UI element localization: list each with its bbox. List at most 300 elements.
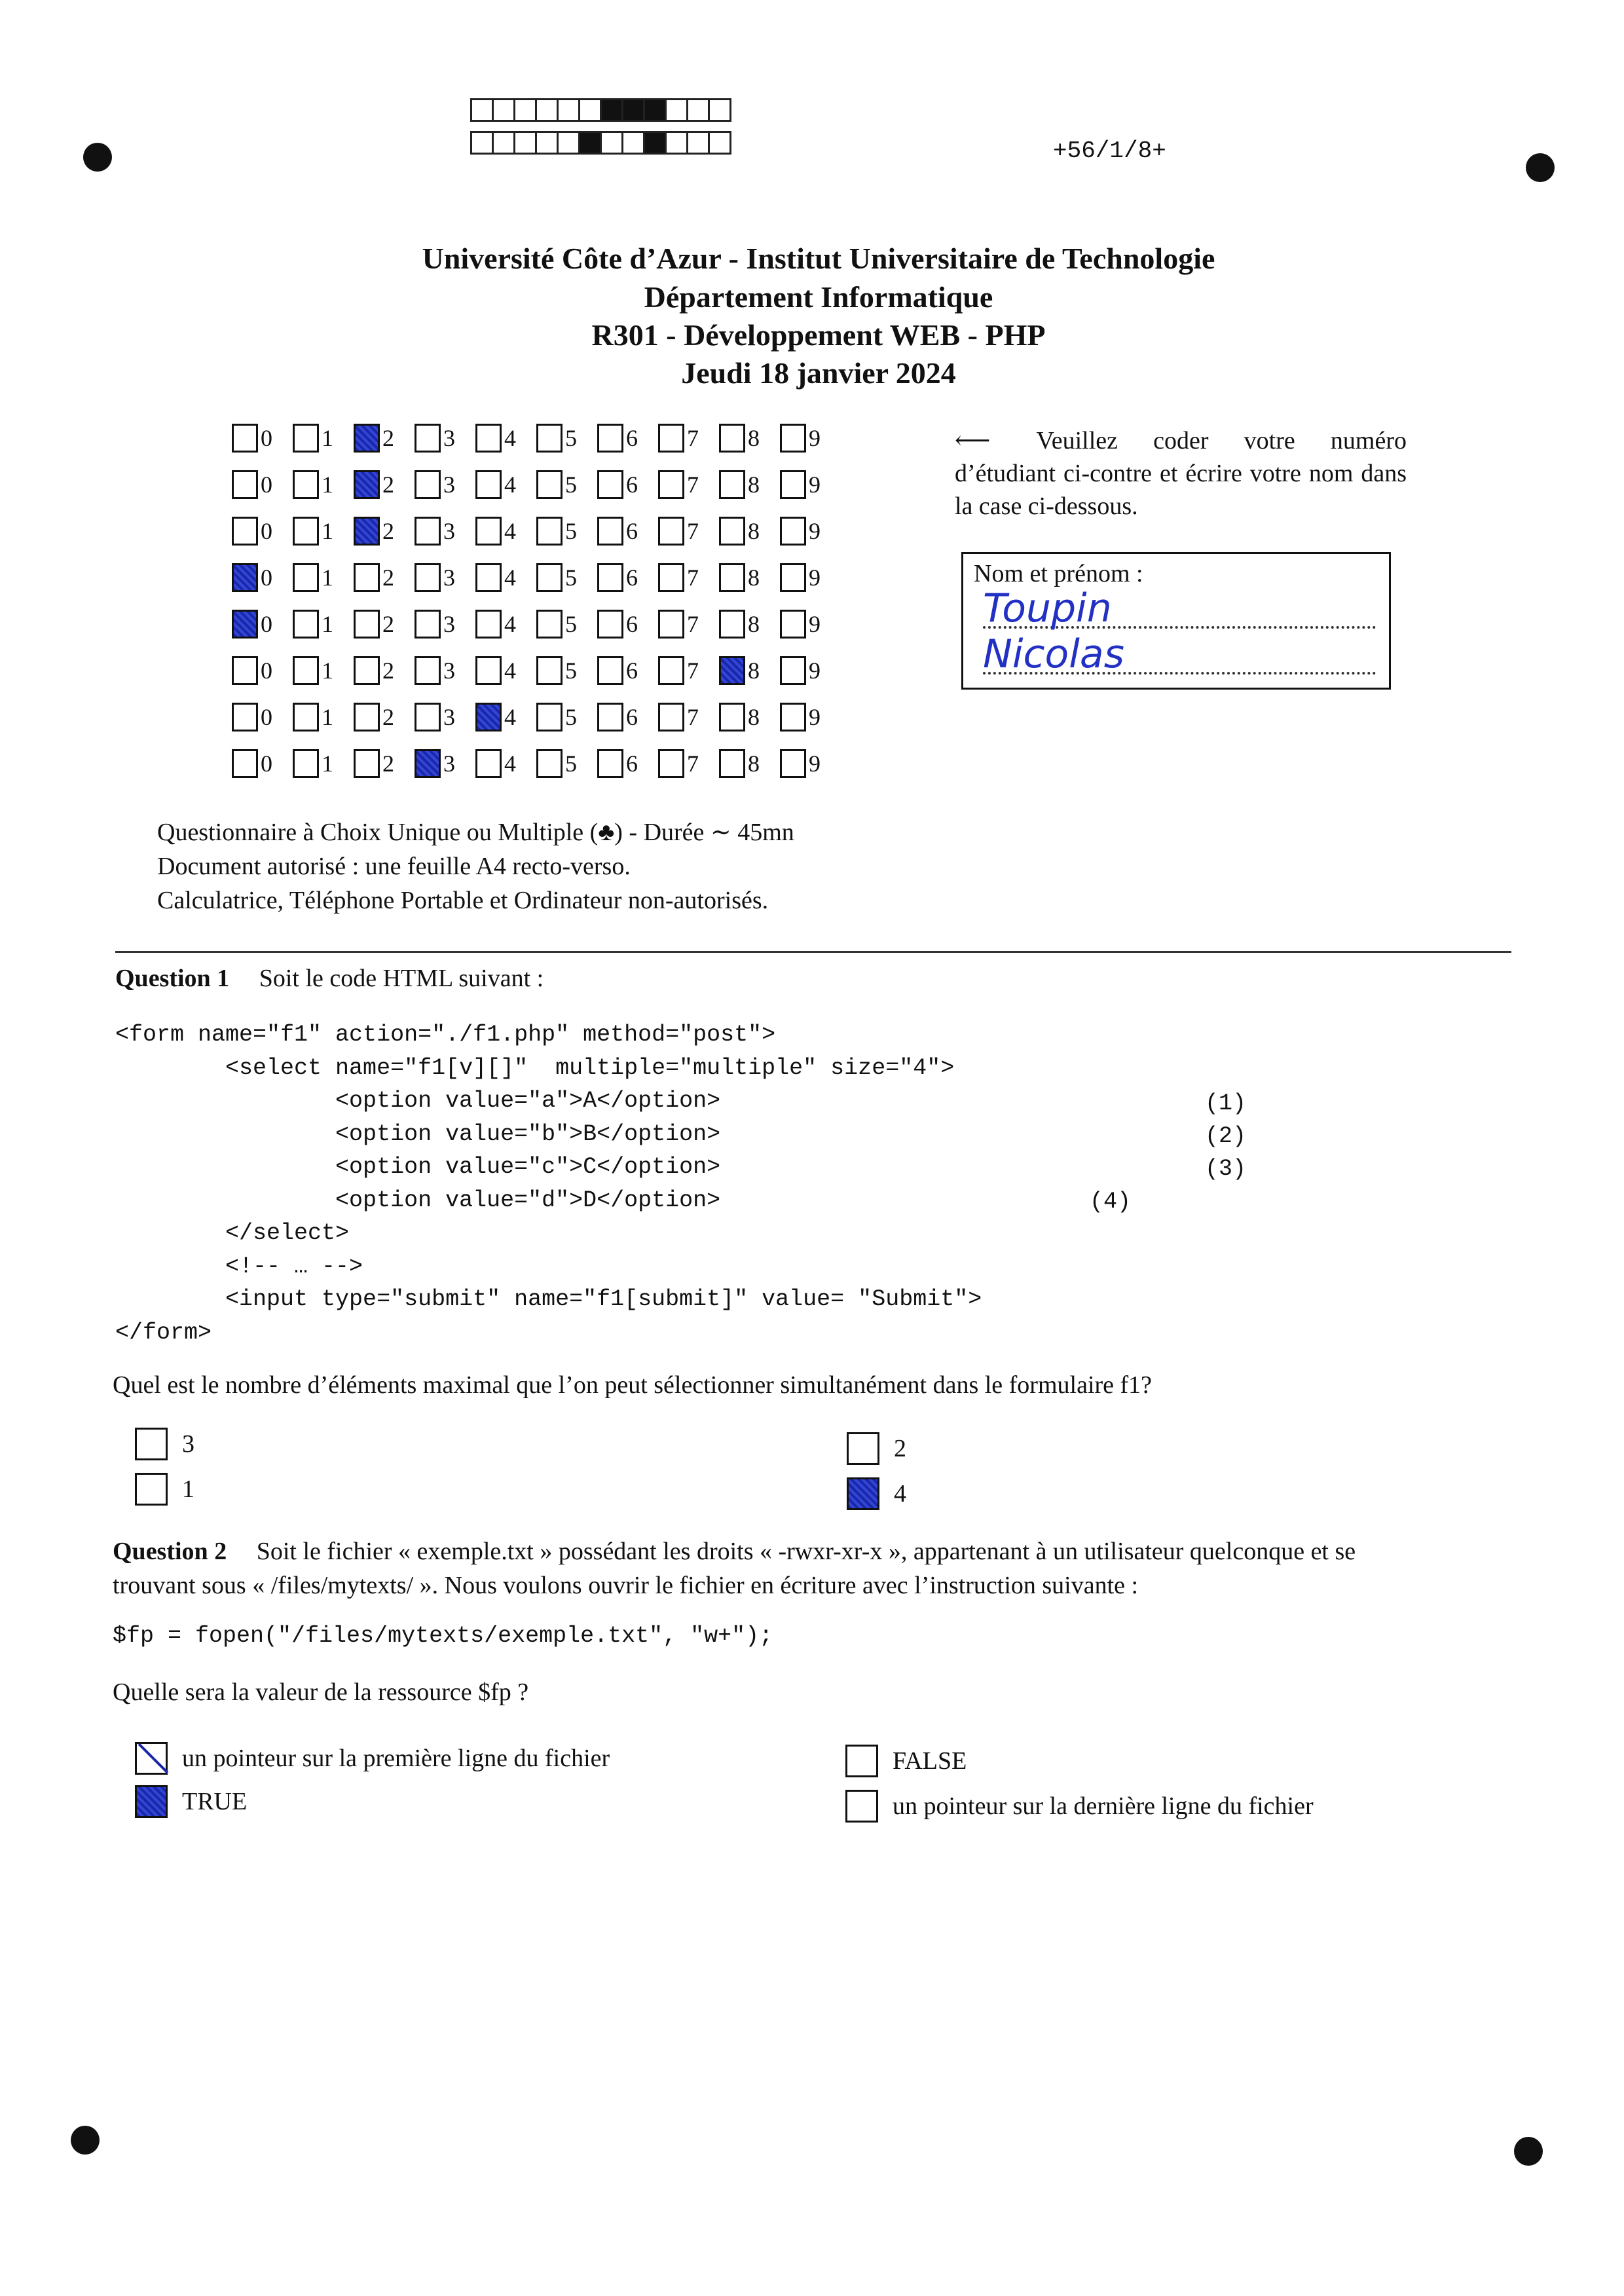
student-id-digit: 4 xyxy=(504,657,516,684)
registration-mark-top-left xyxy=(83,143,112,172)
student-id-checkbox[interactable] xyxy=(232,517,258,546)
barcode-cell xyxy=(621,131,645,155)
student-id-option[interactable] xyxy=(536,563,597,592)
student-id-digit: 6 xyxy=(626,611,638,637)
q1-answer-3[interactable] xyxy=(135,1428,194,1460)
student-id-checkbox[interactable] xyxy=(415,703,441,731)
question2-intro-line1 xyxy=(113,1534,1356,1568)
student-id-digit: 4 xyxy=(504,611,516,637)
student-id-checkbox[interactable] xyxy=(354,749,380,778)
q2-answer-first-line[interactable] xyxy=(135,1742,610,1775)
student-id-checkbox[interactable] xyxy=(232,610,258,639)
student-id-checkbox[interactable] xyxy=(232,470,258,499)
student-id-checkbox[interactable] xyxy=(658,610,684,639)
q2-checkbox-first-line[interactable] xyxy=(135,1742,168,1775)
student-id-digit: 9 xyxy=(809,472,821,498)
student-id-checkbox[interactable] xyxy=(415,424,441,453)
student-id-digit: 9 xyxy=(809,518,821,544)
student-id-option[interactable] xyxy=(475,470,536,499)
student-id-option[interactable] xyxy=(232,563,293,592)
student-id-option[interactable] xyxy=(475,656,536,685)
student-id-digit: 5 xyxy=(565,518,577,544)
student-id-option[interactable] xyxy=(475,424,536,453)
student-id-checkbox[interactable] xyxy=(293,610,319,639)
student-id-row xyxy=(232,698,841,736)
student-id-checkbox[interactable] xyxy=(293,703,319,731)
student-id-option[interactable] xyxy=(232,703,293,731)
student-id-option[interactable] xyxy=(597,563,658,592)
student-id-option[interactable] xyxy=(293,517,354,546)
question2-prompt: Quelle sera la valeur de la ressource $fp ? xyxy=(113,1678,529,1706)
student-id-digit: 7 xyxy=(687,750,699,777)
student-id-option[interactable] xyxy=(354,563,415,592)
student-id-checkbox[interactable] xyxy=(658,424,684,453)
student-id-option[interactable] xyxy=(232,656,293,685)
student-id-checkbox[interactable] xyxy=(780,703,806,731)
q1-checkbox-3[interactable] xyxy=(135,1428,168,1460)
student-id-option[interactable] xyxy=(415,749,475,778)
code-line: <option value="a">A</option> xyxy=(115,1088,721,1114)
student-id-digit: 6 xyxy=(626,425,638,451)
student-id-option[interactable] xyxy=(475,563,536,592)
student-id-digit: 7 xyxy=(687,518,699,544)
student-id-option[interactable] xyxy=(658,563,719,592)
code-line: </select> xyxy=(115,1220,350,1246)
student-id-row xyxy=(232,652,841,690)
student-id-digit: 2 xyxy=(382,518,394,544)
student-id-digit: 7 xyxy=(687,425,699,451)
student-id-checkbox[interactable] xyxy=(719,517,745,546)
student-id-digit: 6 xyxy=(626,472,638,498)
code-line: <option value="c">C</option> xyxy=(115,1154,721,1180)
student-id-option[interactable] xyxy=(293,656,354,685)
student-id-checkbox[interactable] xyxy=(475,563,502,592)
student-id-option[interactable] xyxy=(293,703,354,731)
student-id-option[interactable] xyxy=(232,610,293,639)
student-id-row xyxy=(232,605,841,643)
meta-documents: Document autorisé : une feuille A4 recto-verso. xyxy=(157,853,631,880)
student-id-digit: 0 xyxy=(261,518,272,544)
student-id-option[interactable] xyxy=(293,749,354,778)
student-id-checkbox[interactable] xyxy=(293,656,319,685)
student-id-checkbox[interactable] xyxy=(780,470,806,499)
q2-answer-label: FALSE xyxy=(893,1747,967,1775)
name-box-label: Nom et prénom : xyxy=(974,560,1143,587)
student-id-option[interactable] xyxy=(415,517,475,546)
q1-checkbox-2[interactable] xyxy=(847,1432,879,1465)
student-id-checkbox[interactable] xyxy=(597,563,623,592)
student-id-checkbox[interactable] xyxy=(354,656,380,685)
student-id-checkbox[interactable] xyxy=(475,703,502,731)
student-id-option[interactable] xyxy=(232,424,293,453)
page-code: +56/1/8+ xyxy=(1053,138,1166,164)
student-id-option[interactable] xyxy=(780,703,841,731)
student-id-option[interactable] xyxy=(536,424,597,453)
student-id-checkbox[interactable] xyxy=(536,749,563,778)
q2-checkbox-true[interactable] xyxy=(135,1785,168,1818)
student-id-option[interactable] xyxy=(597,703,658,731)
student-id-option[interactable] xyxy=(415,563,475,592)
student-id-option[interactable] xyxy=(293,424,354,453)
student-id-option[interactable] xyxy=(232,517,293,546)
student-id-digit: 3 xyxy=(443,518,455,544)
barcode-cell xyxy=(643,131,667,155)
student-id-option[interactable] xyxy=(658,703,719,731)
student-id-checkbox[interactable] xyxy=(780,563,806,592)
student-id-digit: 1 xyxy=(322,565,333,591)
student-id-digit: 8 xyxy=(748,657,760,684)
student-id-checkbox[interactable] xyxy=(597,610,623,639)
student-id-checkbox[interactable] xyxy=(536,563,563,592)
q1-answer-1[interactable] xyxy=(135,1473,194,1506)
student-id-option[interactable] xyxy=(719,563,780,592)
student-id-option[interactable] xyxy=(475,749,536,778)
q2-checkbox-last-line[interactable] xyxy=(845,1790,878,1823)
student-id-checkbox[interactable] xyxy=(658,563,684,592)
student-id-option[interactable] xyxy=(475,517,536,546)
barcode-cell xyxy=(470,98,494,122)
student-id-option[interactable] xyxy=(597,424,658,453)
q1-checkbox-4[interactable] xyxy=(847,1477,879,1510)
code-line: <input type="submit" name="f1[submit]" value= "Submit"> xyxy=(115,1286,982,1312)
student-id-checkbox[interactable] xyxy=(415,749,441,778)
student-id-option[interactable] xyxy=(719,703,780,731)
student-id-option[interactable] xyxy=(719,424,780,453)
code-marker-4: (4) xyxy=(1090,1189,1132,1215)
student-id-checkbox[interactable] xyxy=(658,749,684,778)
student-id-checkbox[interactable] xyxy=(415,470,441,499)
student-id-checkbox[interactable] xyxy=(354,563,380,592)
registration-mark-top-right xyxy=(1526,153,1555,182)
id-instructions xyxy=(955,424,1407,523)
code-line: <form name="f1" action="./f1.php" method="post"> xyxy=(115,1022,776,1048)
student-id-option[interactable] xyxy=(354,470,415,499)
student-id-row xyxy=(232,745,841,783)
question2-code: $fp = fopen("/files/mytexts/exemple.txt", "w+"); xyxy=(113,1623,773,1649)
barcode-cell xyxy=(557,98,580,122)
student-id-checkbox[interactable] xyxy=(597,470,623,499)
student-id-option[interactable] xyxy=(719,470,780,499)
student-id-option[interactable] xyxy=(536,703,597,731)
student-id-digit: 6 xyxy=(626,704,638,730)
student-id-digit: 0 xyxy=(261,611,272,637)
student-id-option[interactable] xyxy=(658,610,719,639)
student-id-digit: 6 xyxy=(626,565,638,591)
student-id-checkbox[interactable] xyxy=(719,703,745,731)
q2-answer-label: TRUE xyxy=(182,1788,248,1815)
student-id-digit: 5 xyxy=(565,472,577,498)
student-id-digit: 4 xyxy=(504,704,516,730)
student-id-digit: 3 xyxy=(443,750,455,777)
title-course: R301 - Développement WEB - PHP xyxy=(591,318,1046,352)
question2-intro-block xyxy=(113,1534,1356,1602)
student-id-option[interactable] xyxy=(719,749,780,778)
student-id-option[interactable] xyxy=(415,703,475,731)
student-id-checkbox[interactable] xyxy=(597,517,623,546)
student-id-checkbox[interactable] xyxy=(293,470,319,499)
student-id-checkbox[interactable] xyxy=(232,749,258,778)
student-id-digit: 5 xyxy=(565,425,577,451)
student-id-checkbox[interactable] xyxy=(780,749,806,778)
student-id-option[interactable] xyxy=(354,656,415,685)
separator-line xyxy=(115,951,1511,953)
q1-answer-label: 2 xyxy=(894,1435,906,1462)
title-department: Département Informatique xyxy=(644,280,993,314)
q1-checkbox-1[interactable] xyxy=(135,1473,168,1506)
student-id-option[interactable] xyxy=(354,517,415,546)
student-id-option[interactable] xyxy=(536,610,597,639)
student-id-checkbox[interactable] xyxy=(475,424,502,453)
student-id-checkbox[interactable] xyxy=(232,424,258,453)
student-id-option[interactable] xyxy=(354,703,415,731)
student-id-checkbox[interactable] xyxy=(780,656,806,685)
student-id-option[interactable] xyxy=(536,749,597,778)
student-id-checkbox[interactable] xyxy=(536,703,563,731)
student-id-digit: 3 xyxy=(443,611,455,637)
student-id-checkbox[interactable] xyxy=(475,656,502,685)
handwritten-first-name: Nicolas xyxy=(983,631,1124,677)
student-id-digit: 2 xyxy=(382,750,394,777)
q1-answer-label: 4 xyxy=(894,1480,906,1508)
student-id-option[interactable] xyxy=(658,517,719,546)
student-id-checkbox[interactable] xyxy=(658,517,684,546)
barcode-cell xyxy=(600,131,623,155)
student-id-option[interactable] xyxy=(415,424,475,453)
q2-answer-label: un pointeur sur la première ligne du fichier xyxy=(182,1745,610,1772)
barcode-cell xyxy=(535,131,559,155)
student-id-option[interactable] xyxy=(719,610,780,639)
student-id-checkbox[interactable] xyxy=(780,517,806,546)
student-id-checkbox[interactable] xyxy=(354,610,380,639)
student-id-digit: 3 xyxy=(443,565,455,591)
student-id-digit: 2 xyxy=(382,657,394,684)
student-id-digit: 1 xyxy=(322,518,333,544)
student-id-checkbox[interactable] xyxy=(293,749,319,778)
student-id-checkbox[interactable] xyxy=(415,563,441,592)
student-id-checkbox[interactable] xyxy=(597,703,623,731)
question1-code xyxy=(115,1018,982,1349)
student-id-option[interactable] xyxy=(232,749,293,778)
student-id-checkbox[interactable] xyxy=(719,563,745,592)
barcode-cell xyxy=(513,98,537,122)
student-id-digit: 4 xyxy=(504,425,516,451)
student-id-option[interactable] xyxy=(293,610,354,639)
student-id-checkbox[interactable] xyxy=(415,656,441,685)
student-id-digit: 7 xyxy=(687,657,699,684)
student-id-checkbox[interactable] xyxy=(536,517,563,546)
student-id-row xyxy=(232,466,841,504)
meta-devices: Calculatrice, Téléphone Portable et Ordinateur non-autorisés. xyxy=(157,887,769,914)
student-id-option[interactable] xyxy=(780,749,841,778)
student-id-option[interactable] xyxy=(536,470,597,499)
left-arrow-icon: ⟵ xyxy=(955,427,991,454)
student-id-grid[interactable] xyxy=(232,419,841,791)
student-id-option[interactable] xyxy=(475,703,536,731)
student-id-digit: 1 xyxy=(322,472,333,498)
student-id-digit: 3 xyxy=(443,425,455,451)
student-id-checkbox[interactable] xyxy=(658,470,684,499)
student-id-checkbox[interactable] xyxy=(597,656,623,685)
student-id-option[interactable] xyxy=(597,656,658,685)
student-id-option[interactable] xyxy=(415,470,475,499)
student-id-digit: 0 xyxy=(261,425,272,451)
student-id-option[interactable] xyxy=(293,470,354,499)
question1-label: Question 1 xyxy=(115,965,230,992)
student-id-digit: 1 xyxy=(322,611,333,637)
student-id-option[interactable] xyxy=(780,563,841,592)
student-id-digit: 7 xyxy=(687,704,699,730)
student-id-digit: 6 xyxy=(626,750,638,777)
student-id-checkbox[interactable] xyxy=(658,703,684,731)
student-id-checkbox[interactable] xyxy=(475,517,502,546)
student-id-checkbox[interactable] xyxy=(354,517,380,546)
barcode-cell xyxy=(686,131,710,155)
student-id-checkbox[interactable] xyxy=(232,563,258,592)
student-id-checkbox[interactable] xyxy=(719,424,745,453)
student-id-checkbox[interactable] xyxy=(719,656,745,685)
student-id-option[interactable] xyxy=(658,470,719,499)
student-id-checkbox[interactable] xyxy=(475,749,502,778)
handwritten-last-name: Toupin xyxy=(983,585,1112,631)
student-id-digit: 4 xyxy=(504,750,516,777)
student-id-checkbox[interactable] xyxy=(354,424,380,453)
student-id-checkbox[interactable] xyxy=(719,749,745,778)
student-id-checkbox[interactable] xyxy=(475,470,502,499)
question1-prompt: Quel est le nombre d’éléments maximal que l’on peut sélectionner simultanément dans le formulaire f1? xyxy=(113,1371,1153,1399)
student-id-digit: 0 xyxy=(261,472,272,498)
barcode-cell xyxy=(665,131,688,155)
student-id-option[interactable] xyxy=(658,424,719,453)
student-id-checkbox[interactable] xyxy=(415,517,441,546)
student-id-checkbox[interactable] xyxy=(536,656,563,685)
q1-answer-4[interactable] xyxy=(847,1477,906,1510)
code-line: <!-- … --> xyxy=(115,1253,363,1280)
student-id-option[interactable] xyxy=(719,517,780,546)
code-marker-1: (1) xyxy=(1205,1090,1247,1117)
student-id-checkbox[interactable] xyxy=(415,610,441,639)
student-id-digit: 4 xyxy=(504,518,516,544)
barcode-cell xyxy=(600,98,623,122)
barcode-row-2 xyxy=(472,131,731,155)
student-id-checkbox[interactable] xyxy=(719,470,745,499)
student-id-checkbox[interactable] xyxy=(536,424,563,453)
student-id-option[interactable] xyxy=(780,424,841,453)
student-id-digit: 2 xyxy=(382,472,394,498)
q1-answer-label: 1 xyxy=(182,1475,194,1503)
registration-mark-bottom-left xyxy=(71,2126,100,2155)
student-id-option[interactable] xyxy=(597,470,658,499)
student-id-digit: 8 xyxy=(748,565,760,591)
student-id-row xyxy=(232,419,841,457)
student-id-option[interactable] xyxy=(597,517,658,546)
student-id-checkbox[interactable] xyxy=(658,656,684,685)
student-id-option[interactable] xyxy=(354,610,415,639)
student-id-checkbox[interactable] xyxy=(232,656,258,685)
q2-checkbox-false[interactable] xyxy=(845,1745,878,1777)
student-id-digit: 2 xyxy=(382,565,394,591)
student-id-option[interactable] xyxy=(597,749,658,778)
student-id-digit: 1 xyxy=(322,425,333,451)
student-id-digit: 2 xyxy=(382,611,394,637)
student-id-digit: 8 xyxy=(748,425,760,451)
q2-answer-true[interactable] xyxy=(135,1785,247,1818)
student-id-option[interactable] xyxy=(780,656,841,685)
barcode-cell xyxy=(470,131,494,155)
student-id-digit: 5 xyxy=(565,565,577,591)
student-id-option[interactable] xyxy=(475,610,536,639)
student-id-checkbox[interactable] xyxy=(597,749,623,778)
student-id-checkbox[interactable] xyxy=(536,610,563,639)
student-id-digit: 7 xyxy=(687,472,699,498)
question2-intro-line2: trouvant sous « /files/mytexts/ ». Nous voulons ouvrir le fichier en écriture avec l’instruction suivante : xyxy=(113,1572,1139,1599)
q1-answer-2[interactable] xyxy=(847,1432,906,1465)
q2-answer-false[interactable] xyxy=(845,1745,967,1777)
student-id-checkbox[interactable] xyxy=(719,610,745,639)
question2-label: Question 2 xyxy=(113,1538,227,1565)
student-id-checkbox[interactable] xyxy=(354,470,380,499)
student-id-option[interactable] xyxy=(536,656,597,685)
student-id-checkbox[interactable] xyxy=(780,610,806,639)
instructions-text: Veuillez coder votre numéro d’étudiant ci-contre et écrire votre nom dans la case ci-dessous. xyxy=(955,427,1407,520)
student-id-checkbox[interactable] xyxy=(354,703,380,731)
student-id-digit: 9 xyxy=(809,611,821,637)
student-id-checkbox[interactable] xyxy=(475,610,502,639)
student-id-option[interactable] xyxy=(415,610,475,639)
student-id-option[interactable] xyxy=(415,656,475,685)
student-id-digit: 0 xyxy=(261,657,272,684)
barcode-cell xyxy=(643,98,667,122)
student-id-checkbox[interactable] xyxy=(232,703,258,731)
student-id-option[interactable] xyxy=(293,563,354,592)
student-id-checkbox[interactable] xyxy=(597,424,623,453)
student-id-digit: 4 xyxy=(504,472,516,498)
student-id-digit: 8 xyxy=(748,750,760,777)
barcode-cell xyxy=(492,131,515,155)
barcode-cell xyxy=(708,98,731,122)
student-id-digit: 1 xyxy=(322,657,333,684)
student-id-checkbox[interactable] xyxy=(780,424,806,453)
student-id-option[interactable] xyxy=(719,656,780,685)
student-id-option[interactable] xyxy=(354,424,415,453)
barcode-cell xyxy=(665,98,688,122)
student-id-option[interactable] xyxy=(658,656,719,685)
student-id-digit: 5 xyxy=(565,657,577,684)
name-box[interactable] xyxy=(961,552,1391,690)
student-id-digit: 8 xyxy=(748,704,760,730)
student-id-checkbox[interactable] xyxy=(293,563,319,592)
question2-intro-text: Soit le fichier « exemple.txt » possédant les droits « -rwxr-xr-x », appartenant à un utilisateur quelconque et se xyxy=(256,1538,1356,1565)
student-id-option[interactable] xyxy=(597,610,658,639)
student-id-option[interactable] xyxy=(780,517,841,546)
student-id-checkbox[interactable] xyxy=(293,424,319,453)
barcode-cell xyxy=(578,131,602,155)
barcode-row-1 xyxy=(472,98,731,122)
student-id-digit: 9 xyxy=(809,565,821,591)
student-id-option[interactable] xyxy=(232,470,293,499)
student-id-checkbox[interactable] xyxy=(293,517,319,546)
student-id-digit: 5 xyxy=(565,750,577,777)
student-id-option[interactable] xyxy=(354,749,415,778)
student-id-digit: 4 xyxy=(504,565,516,591)
student-id-checkbox[interactable] xyxy=(536,470,563,499)
student-id-option[interactable] xyxy=(780,470,841,499)
student-id-option[interactable] xyxy=(536,517,597,546)
q2-answer-last-line[interactable] xyxy=(845,1790,1314,1823)
student-id-option[interactable] xyxy=(658,749,719,778)
title-date: Jeudi 18 janvier 2024 xyxy=(681,356,956,390)
student-id-option[interactable] xyxy=(780,610,841,639)
student-id-digit: 6 xyxy=(626,657,638,684)
